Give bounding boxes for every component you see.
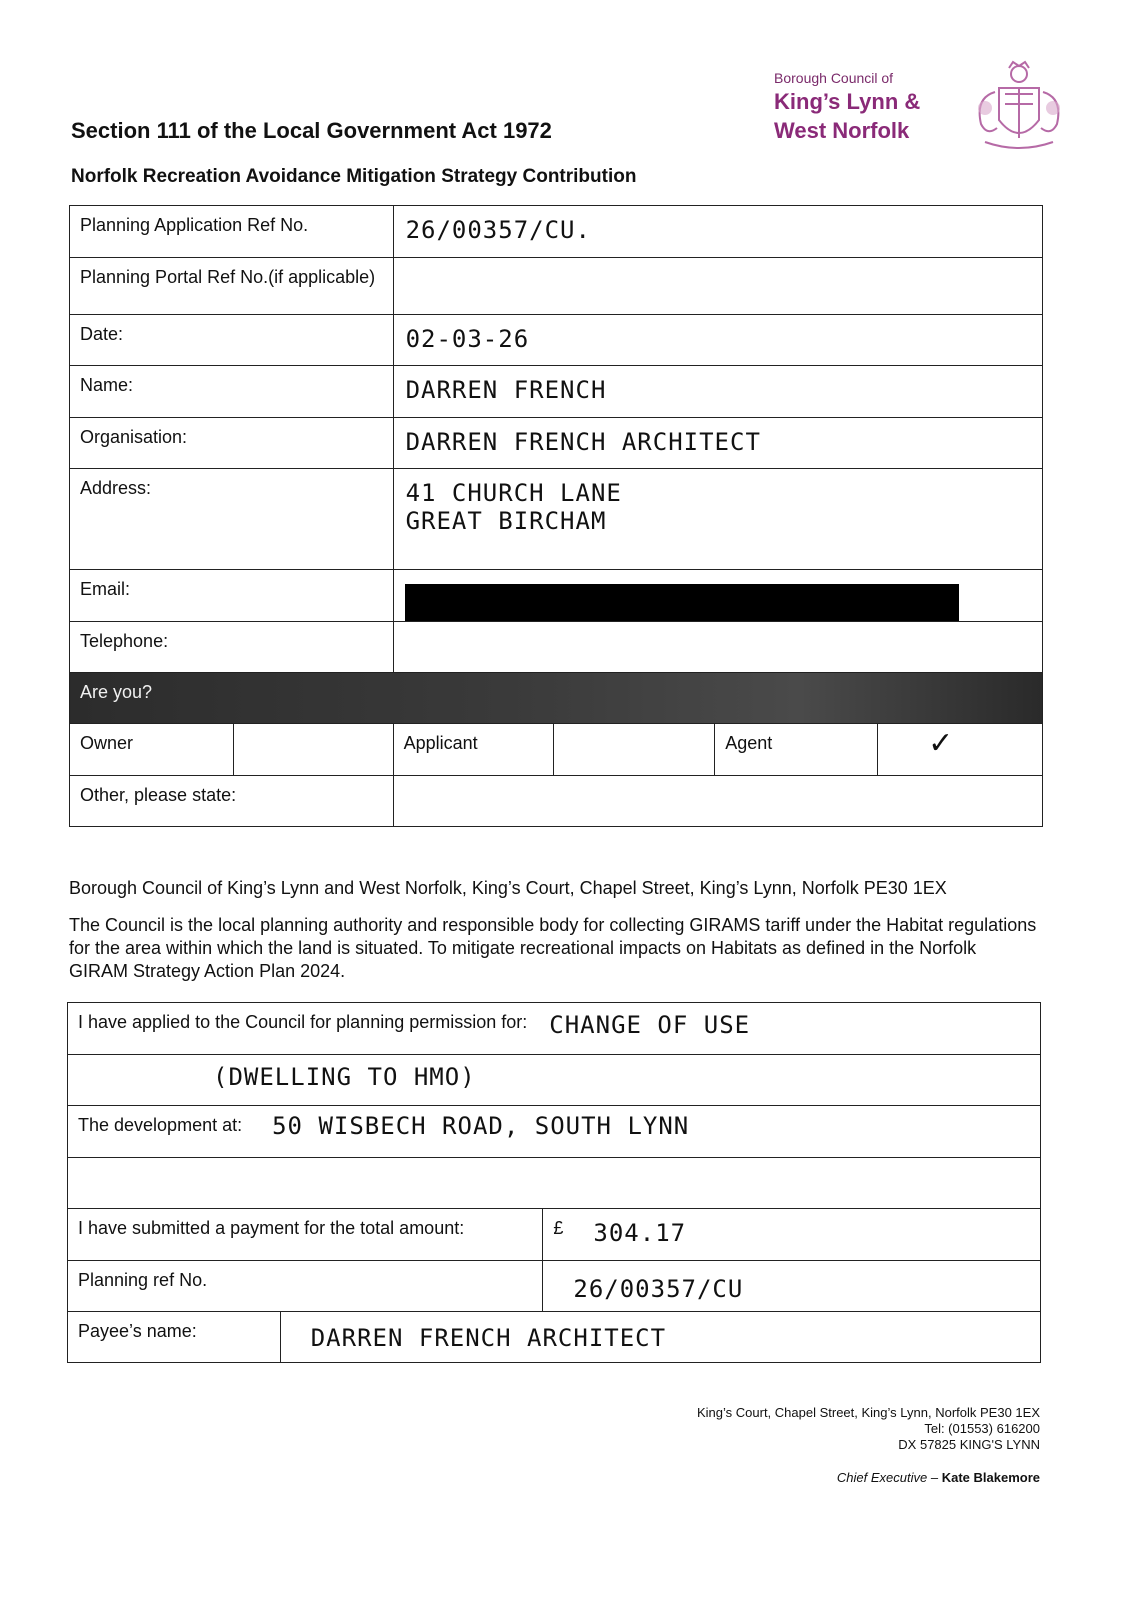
page-subtitle: Norfolk Recreation Avoidance Mitigation Strategy Contribution bbox=[71, 166, 637, 187]
label-applied-for: I have applied to the Council for planning permission for: bbox=[78, 1012, 528, 1032]
logo-line-2: West Norfolk bbox=[774, 118, 910, 143]
chief-executive-name: Kate Blakemore bbox=[941, 1470, 1040, 1485]
label-applicant: Applicant bbox=[403, 733, 478, 753]
footer-telephone: Tel: (01553) 616200 bbox=[924, 1421, 1040, 1436]
value-payment[interactable]: 304.17 bbox=[593, 1219, 687, 1247]
table-row bbox=[70, 622, 1043, 673]
value-applied-for-continued[interactable]: (DWELLING TO HMO) bbox=[213, 1063, 476, 1091]
label-owner: Owner bbox=[80, 733, 134, 753]
label-planning-ref: Planning ref No. bbox=[78, 1270, 208, 1290]
currency-symbol: £ bbox=[553, 1218, 564, 1238]
planning-permission-table bbox=[67, 1002, 1041, 1363]
value-organisation[interactable]: DARREN FRENCH ARCHITECT bbox=[405, 428, 761, 456]
table-row bbox=[68, 1158, 1041, 1209]
footer-address: King’s Court, Chapel Street, King’s Lynn, Norfolk PE30 1EX bbox=[696, 1405, 1040, 1420]
value-date[interactable]: 02-03-26 bbox=[405, 325, 530, 353]
label-organisation: Organisation: bbox=[80, 427, 188, 447]
address-line-1: 41 CHURCH LANE bbox=[405, 479, 622, 507]
label-other: Other, please state: bbox=[80, 785, 237, 805]
label-date: Date: bbox=[80, 324, 124, 344]
logo-line-1: King’s Lynn & bbox=[774, 89, 921, 114]
table-row bbox=[68, 1106, 1041, 1158]
value-payee[interactable]: DARREN FRENCH ARCHITECT bbox=[310, 1324, 667, 1352]
value-email[interactable] bbox=[394, 570, 1042, 580]
table-row bbox=[70, 469, 1043, 570]
applicant-details-table bbox=[69, 205, 1043, 827]
value-portal-ref[interactable] bbox=[394, 258, 1042, 268]
intro-paragraph: The Council is the local planning authority and responsible body for collecting GIRAMS tariff under the Habitat regulations for the area within which the land is situated. To mitigate recreational impacts on Habitats as defined in the Norfolk GIRAM Strategy Action Plan 2024. bbox=[69, 915, 1037, 981]
email-redaction bbox=[405, 584, 959, 621]
table-row bbox=[68, 1055, 1041, 1106]
council-crest-icon bbox=[965, 58, 1073, 154]
value-other[interactable] bbox=[393, 776, 1042, 827]
label-payee: Payee’s name: bbox=[78, 1321, 197, 1341]
value-application-ref[interactable]: 26/00357/CU. bbox=[405, 216, 591, 244]
value-planning-ref[interactable]: 26/00357/CU bbox=[573, 1275, 744, 1303]
table-row bbox=[70, 366, 1043, 418]
table-row bbox=[70, 206, 1043, 258]
label-payment: I have submitted a payment for the total amount: bbox=[78, 1218, 465, 1238]
value-name[interactable]: DARREN FRENCH bbox=[405, 376, 607, 404]
chief-executive-label: Chief Executive – bbox=[836, 1470, 939, 1485]
page-title: Section 111 of the Local Government Act 1972 bbox=[71, 118, 552, 143]
council-address-line: Borough Council of King’s Lynn and West Norfolk, King’s Court, Chapel Street, King’s Lynn, Norfolk PE30 1EX bbox=[69, 878, 947, 898]
label-portal-ref: Planning Portal Ref No.(if applicable) bbox=[80, 267, 376, 287]
label-agent: Agent bbox=[725, 733, 773, 753]
footer-dx: DX 57825 KING'S LYNN bbox=[898, 1437, 1040, 1452]
label-name: Name: bbox=[80, 375, 134, 395]
label-application-ref: Planning Application Ref No. bbox=[80, 215, 309, 235]
logo-council-label: Borough Council of bbox=[774, 70, 894, 86]
value-development-at[interactable]: 50 WISBECH ROAD, SOUTH LYNN bbox=[272, 1112, 690, 1140]
table-row bbox=[70, 776, 1043, 827]
table-row bbox=[68, 1003, 1041, 1055]
label-are-you: Are you? bbox=[80, 682, 153, 702]
footer-contact bbox=[697, 1405, 1040, 1453]
checkbox-agent[interactable] bbox=[878, 724, 1043, 776]
table-row bbox=[70, 418, 1043, 469]
table-row bbox=[68, 1209, 1041, 1261]
value-development-continued[interactable] bbox=[68, 1158, 1041, 1209]
table-row bbox=[70, 315, 1043, 366]
value-address[interactable] bbox=[394, 469, 1042, 535]
label-address: Address: bbox=[80, 478, 152, 498]
footer-chief-executive bbox=[837, 1470, 1040, 1486]
value-telephone[interactable] bbox=[394, 622, 1042, 632]
checkbox-owner[interactable] bbox=[233, 724, 393, 776]
address-line-2: GREAT BIRCHAM bbox=[405, 507, 607, 535]
table-row bbox=[68, 1312, 1041, 1363]
table-row bbox=[68, 1261, 1041, 1312]
checkmark-icon: ✓ bbox=[928, 727, 954, 760]
label-telephone: Telephone: bbox=[80, 631, 169, 651]
label-email: Email: bbox=[80, 579, 131, 599]
table-row bbox=[70, 258, 1043, 315]
value-applied-for[interactable]: CHANGE OF USE bbox=[549, 1011, 751, 1039]
are-you-header-row bbox=[70, 673, 1043, 724]
label-development-at: The development at: bbox=[78, 1115, 243, 1135]
role-row bbox=[70, 724, 1043, 776]
checkbox-applicant[interactable] bbox=[554, 724, 715, 776]
